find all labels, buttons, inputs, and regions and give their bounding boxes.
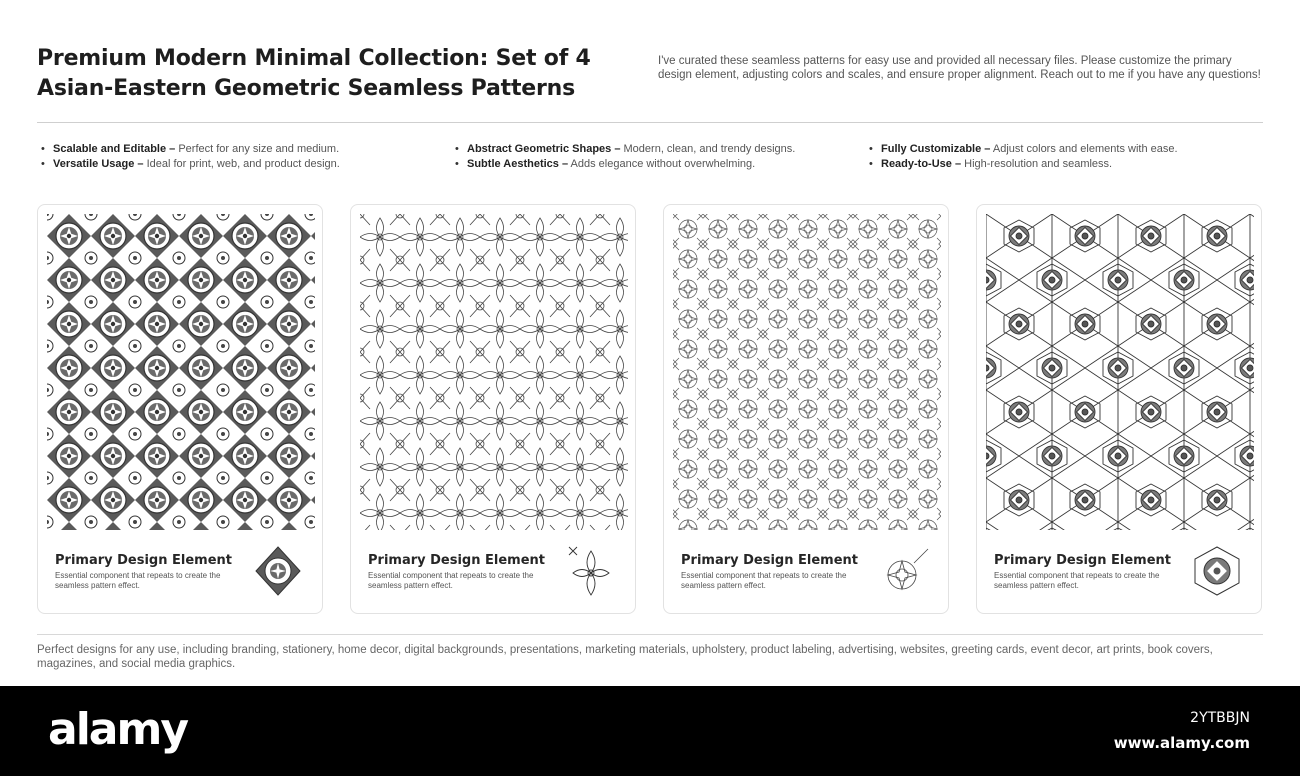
feature-column-3 bbox=[865, 142, 1275, 172]
usage-text: Perfect designs for any use, including branding, stationery, home decor, digital backgrounds, presentations, marketing materials, upholstery, product labeling, advertising, websites, greeting cards, event decor, art prints, book covers, magazines, and social media graphics. bbox=[37, 644, 1213, 670]
pattern-card-4 bbox=[976, 204, 1262, 614]
card-title: Primary Design Element bbox=[368, 553, 545, 568]
intro-text: I've curated these seamless patterns for easy use and provided all necessary files. Please customize the primary design element, adjusting colors and scales, and ensure proper alignment. Reach out to me if you have any questions! bbox=[658, 55, 1261, 81]
feature-column-1 bbox=[37, 142, 447, 172]
alamy-logo: alamy bbox=[48, 704, 187, 755]
pattern-card-1 bbox=[37, 204, 323, 614]
dark-quatrefoil-tile-pattern bbox=[47, 214, 315, 530]
feature-list bbox=[37, 142, 1277, 176]
image-id: 2YTBBJN bbox=[1190, 710, 1250, 726]
feature-column-2 bbox=[451, 142, 861, 172]
pattern-card-3 bbox=[663, 204, 949, 614]
feature-item: • Subtle Aesthetics – Adds elegance without overwhelming. bbox=[451, 157, 861, 172]
fine-rosette-lattice-pattern bbox=[673, 214, 941, 530]
card-description: Essential component that repeats to create the seamless pattern effect. bbox=[994, 571, 1160, 590]
quatrefoil-motif-icon bbox=[252, 543, 304, 599]
card-description: Essential component that repeats to create the seamless pattern effect. bbox=[55, 571, 221, 590]
feature-item: • Scalable and Editable – Perfect for any size and medium. bbox=[37, 142, 447, 157]
pattern-card-2 bbox=[350, 204, 636, 614]
floral-motif-icon bbox=[565, 543, 617, 599]
hexagon-flower-pattern bbox=[986, 214, 1254, 530]
feature-item: • Versatile Usage – Ideal for print, web, and product design. bbox=[37, 157, 447, 172]
feature-item: • Fully Customizable – Adjust colors and elements with ease. bbox=[865, 142, 1275, 157]
stock-footer bbox=[0, 686, 1300, 776]
header bbox=[37, 44, 1263, 122]
bottom-divider bbox=[37, 634, 1263, 635]
card-title: Primary Design Element bbox=[681, 553, 858, 568]
card-title: Primary Design Element bbox=[994, 553, 1171, 568]
outline-floral-lattice-pattern bbox=[360, 214, 628, 530]
site-url[interactable]: www.alamy.com bbox=[1113, 734, 1250, 752]
feature-item: • Ready-to-Use – High-resolution and seamless. bbox=[865, 157, 1275, 172]
card-title: Primary Design Element bbox=[55, 553, 232, 568]
top-divider bbox=[37, 122, 1263, 123]
card-description: Essential component that repeats to create the seamless pattern effect. bbox=[681, 571, 847, 590]
rosette-motif-icon bbox=[878, 543, 930, 599]
page-title: Premium Modern Minimal Collection: Set of 4 Asian-Eastern Geometric Seamless Patterns bbox=[37, 46, 591, 101]
hexagon-flower-motif-icon bbox=[1191, 543, 1243, 599]
card-description: Essential component that repeats to create the seamless pattern effect. bbox=[368, 571, 534, 590]
feature-item: • Abstract Geometric Shapes – Modern, clean, and trendy designs. bbox=[451, 142, 861, 157]
